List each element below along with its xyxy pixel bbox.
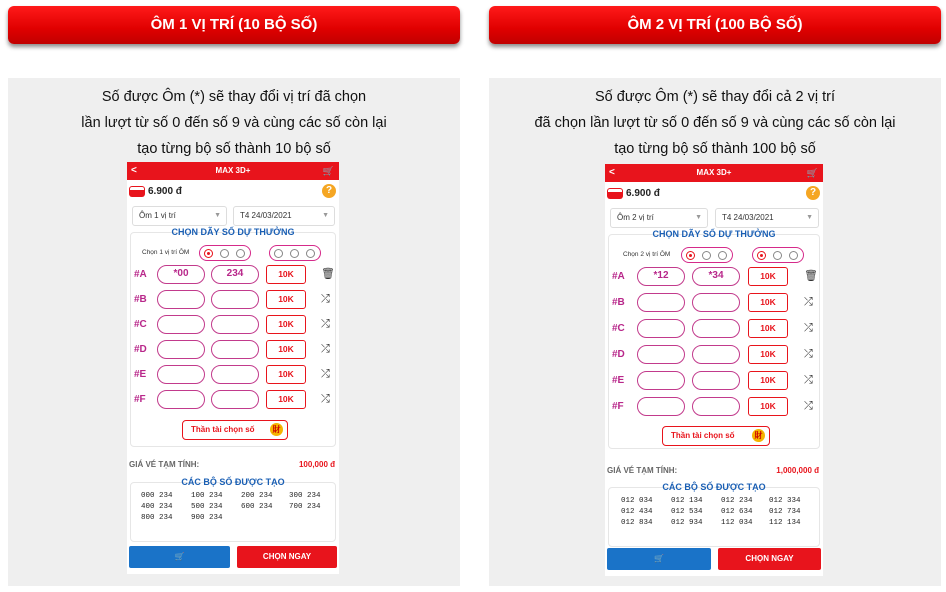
- combo: 012 634: [721, 508, 753, 516]
- description: [489, 84, 941, 162]
- info-panel: [489, 78, 941, 586]
- trash-icon[interactable]: 🗑: [321, 268, 335, 280]
- section-title: CHỌN DÃY SỐ DỰ THƯỞNG: [652, 229, 776, 239]
- number-input-1[interactable]: [637, 293, 685, 312]
- generated-title: CÁC BỘ SỐ ĐƯỢC TẠO: [181, 477, 285, 487]
- shuffle-icon[interactable]: ⤮: [321, 343, 330, 355]
- amount-button[interactable]: 10K: [748, 267, 788, 286]
- cart-icon[interactable]: 🛒: [806, 168, 818, 178]
- row-label: #E: [134, 369, 147, 380]
- than-tai-button[interactable]: [182, 420, 288, 440]
- combo: 000 234: [141, 492, 173, 500]
- number-input-1[interactable]: [157, 290, 205, 309]
- date-value: T4 24/03/2021: [722, 213, 774, 222]
- radio-position[interactable]: [718, 251, 727, 260]
- add-to-cart-button[interactable]: [129, 546, 230, 568]
- mode-value: Ôm 2 vị trí: [617, 213, 654, 222]
- section-title: CHỌN DÃY SỐ DỰ THƯỞNG: [171, 227, 295, 237]
- number-input-1[interactable]: [157, 315, 205, 334]
- desc-line: tạo từng bộ số thành 10 bộ số: [137, 141, 331, 157]
- amount-button[interactable]: 10K: [266, 390, 306, 409]
- number-input-2[interactable]: [692, 345, 740, 364]
- row-label: #C: [134, 319, 147, 330]
- date-select[interactable]: [715, 208, 819, 228]
- combo: 500 234: [191, 503, 223, 511]
- balance-value: 6.900 đ: [626, 188, 660, 199]
- combo: 100 234: [191, 492, 223, 500]
- god-of-wealth-icon: 財: [270, 423, 283, 436]
- number-input-2[interactable]: [211, 315, 259, 334]
- row-label: #A: [134, 269, 147, 280]
- date-select[interactable]: [233, 206, 335, 226]
- combo: 900 234: [191, 514, 223, 522]
- combo: 012 734: [769, 508, 801, 516]
- generated-sets: [608, 482, 820, 547]
- combo: 800 234: [141, 514, 173, 522]
- generated-title: CÁC BỘ SỐ ĐƯỢC TẠO: [662, 482, 766, 492]
- buy-now-button[interactable]: CHỌN NGAY: [237, 546, 337, 568]
- shuffle-icon[interactable]: ⤮: [321, 393, 330, 405]
- ticket-row: [131, 390, 335, 410]
- number-input-2[interactable]: 234: [211, 265, 259, 284]
- than-tai-label: Thần tài chọn số: [671, 431, 735, 440]
- combo: 012 234: [721, 497, 753, 505]
- chevron-down-icon: ▼: [695, 214, 702, 221]
- mode-select[interactable]: [610, 208, 708, 228]
- price-row: [605, 466, 823, 480]
- ticket-row: [131, 340, 335, 360]
- shuffle-icon[interactable]: ⤮: [804, 348, 813, 360]
- amount-button[interactable]: 10K: [266, 315, 306, 334]
- ticket-row: [131, 315, 335, 335]
- add-to-cart-button[interactable]: [607, 548, 711, 570]
- number-input-1[interactable]: [637, 371, 685, 390]
- shuffle-icon[interactable]: ⤮: [321, 368, 330, 380]
- balance: [130, 184, 182, 200]
- amount-button[interactable]: 10K: [748, 319, 788, 338]
- mode-value: Ôm 1 vị trí: [139, 211, 176, 220]
- than-tai-label: Thần tài chọn số: [191, 425, 255, 434]
- position-group-1: [681, 247, 733, 263]
- position-group-2: [269, 245, 321, 261]
- radio-position[interactable]: [306, 249, 315, 258]
- panel-om-1-vi-tri: [8, 0, 460, 592]
- help-icon[interactable]: ?: [806, 186, 820, 200]
- app-title: MAX 3D+: [215, 166, 251, 175]
- mode-select[interactable]: [132, 206, 227, 226]
- price-row: [127, 460, 339, 474]
- cart-icon: 🛒: [654, 554, 664, 563]
- price-value: 1,000,000 đ: [776, 466, 819, 475]
- row-label: #B: [612, 297, 625, 308]
- combo: 112 034: [721, 519, 753, 527]
- number-input-2[interactable]: [692, 293, 740, 312]
- combo: 012 034: [621, 497, 653, 505]
- shuffle-icon[interactable]: ⤮: [321, 318, 330, 330]
- row-label: #D: [612, 349, 625, 360]
- wallet-icon: [130, 187, 144, 196]
- number-input-1[interactable]: [157, 365, 205, 384]
- number-input-2[interactable]: [692, 371, 740, 390]
- app-title-bar: [127, 162, 339, 180]
- amount-button[interactable]: 10K: [748, 371, 788, 390]
- position-group-2: [752, 247, 804, 263]
- wallet-icon: [608, 189, 622, 198]
- balance: [608, 186, 660, 202]
- cart-icon: 🛒: [174, 552, 185, 561]
- shuffle-icon[interactable]: ⤮: [804, 400, 813, 412]
- combo: 700 234: [289, 503, 321, 511]
- number-input-1[interactable]: *12: [637, 267, 685, 286]
- position-label: Chọn 1 vị trí ÔM: [142, 249, 190, 256]
- radio-position[interactable]: [290, 249, 299, 258]
- phone-screenshot: [127, 162, 339, 574]
- banner-om-2: ÔM 2 VỊ TRÍ (100 BỘ SỐ): [489, 6, 941, 44]
- ticket-row: [609, 293, 819, 313]
- amount-button[interactable]: 10K: [748, 293, 788, 312]
- amount-button[interactable]: 10K: [266, 265, 306, 284]
- combo: 012 934: [671, 519, 703, 527]
- row-label: #F: [134, 394, 146, 405]
- desc-line: Số được Ôm (*) sẽ thay đổi vị trí đã chọn: [101, 89, 367, 105]
- number-input-1[interactable]: [637, 397, 685, 416]
- number-input-2[interactable]: [692, 319, 740, 338]
- desc-line: tạo từng bộ số thành 100 bộ số: [614, 141, 816, 157]
- combo: 012 534: [671, 508, 703, 516]
- generated-sets: [130, 477, 336, 542]
- help-icon[interactable]: ?: [322, 184, 336, 198]
- god-of-wealth-icon: 財: [752, 429, 765, 442]
- row-label: #A: [612, 271, 625, 282]
- position-group-1: [199, 245, 251, 261]
- shuffle-icon[interactable]: ⤮: [804, 374, 813, 386]
- price-value: 100,000 đ: [298, 460, 335, 469]
- balance-value: 6.900 đ: [148, 186, 182, 197]
- price-label: GIÁ VÉ TẠM TÍNH:: [129, 460, 200, 469]
- number-input-2[interactable]: [692, 397, 740, 416]
- ticket-row: [131, 265, 335, 285]
- phone-screenshot: [605, 164, 823, 576]
- radio-position[interactable]: [773, 251, 782, 260]
- row-label: #B: [134, 294, 147, 305]
- row-label: #D: [134, 344, 147, 355]
- combo: 012 134: [671, 497, 703, 505]
- price-label: GIÁ VÉ TẠM TÍNH:: [607, 466, 678, 475]
- combo: 012 834: [621, 519, 653, 527]
- radio-position[interactable]: [220, 249, 229, 258]
- number-input-2[interactable]: [211, 365, 259, 384]
- buy-now-button[interactable]: CHỌN NGAY: [718, 548, 821, 570]
- number-input-1[interactable]: [157, 340, 205, 359]
- app-title-bar: [605, 164, 823, 182]
- radio-position[interactable]: [789, 251, 798, 260]
- radio-position[interactable]: [204, 249, 213, 258]
- amount-button[interactable]: 10K: [748, 345, 788, 364]
- chevron-down-icon: ▼: [214, 212, 221, 219]
- combo: 600 234: [241, 503, 273, 511]
- radio-position[interactable]: [274, 249, 283, 258]
- position-label: Chọn 2 vị trí ÔM: [623, 251, 671, 258]
- description: [8, 84, 460, 162]
- app-title: MAX 3D+: [696, 168, 732, 177]
- banner-om-1: ÔM 1 VỊ TRÍ (10 BỘ SỐ): [8, 6, 460, 44]
- number-input-1[interactable]: [637, 319, 685, 338]
- back-icon[interactable]: <: [609, 167, 615, 178]
- amount-button[interactable]: 10K: [266, 365, 306, 384]
- cart-icon[interactable]: 🛒: [322, 166, 334, 176]
- desc-line: Số được Ôm (*) sẽ thay đổi cả 2 vị trí: [594, 89, 835, 105]
- amount-button[interactable]: 10K: [748, 397, 788, 416]
- shuffle-icon[interactable]: ⤮: [804, 322, 813, 334]
- info-panel: [8, 78, 460, 586]
- number-input-2[interactable]: [211, 290, 259, 309]
- row-label: #F: [612, 401, 624, 412]
- number-input-2[interactable]: [211, 390, 259, 409]
- chevron-down-icon: ▼: [322, 212, 329, 219]
- desc-line: đã chọn lần lượt từ số 0 đến số 9 và cùng các số còn lại: [534, 115, 896, 131]
- shuffle-icon[interactable]: ⤮: [804, 296, 813, 308]
- ticket-row: [609, 345, 819, 365]
- trash-icon[interactable]: 🗑: [804, 270, 818, 282]
- desc-line: lần lượt từ số 0 đến số 9 và cùng các số còn lại: [81, 115, 387, 131]
- number-section: [130, 227, 336, 447]
- number-section: [608, 229, 820, 449]
- ticket-row: [131, 290, 335, 310]
- radio-position[interactable]: [686, 251, 695, 260]
- radio-position[interactable]: [702, 251, 711, 260]
- row-label: #E: [612, 375, 625, 386]
- ticket-row: [609, 371, 819, 391]
- amount-button[interactable]: 10K: [266, 290, 306, 309]
- combo: 400 234: [141, 503, 173, 511]
- ticket-row: [131, 365, 335, 385]
- than-tai-button[interactable]: [662, 426, 770, 446]
- date-value: T4 24/03/2021: [240, 211, 292, 220]
- amount-button[interactable]: 10K: [266, 340, 306, 359]
- radio-position[interactable]: [757, 251, 766, 260]
- number-input-2[interactable]: [211, 340, 259, 359]
- back-icon[interactable]: <: [131, 165, 137, 176]
- shuffle-icon[interactable]: ⤮: [321, 293, 330, 305]
- ticket-row: [609, 267, 819, 287]
- chevron-down-icon: ▼: [806, 214, 813, 221]
- number-input-1[interactable]: *00: [157, 265, 205, 284]
- row-label: #C: [612, 323, 625, 334]
- combo: 012 434: [621, 508, 653, 516]
- combo: 200 234: [241, 492, 273, 500]
- combo: 112 134: [769, 519, 801, 527]
- panel-om-2-vi-tri: [489, 0, 941, 592]
- ticket-row: [609, 397, 819, 417]
- number-input-1[interactable]: [157, 390, 205, 409]
- combo: 300 234: [289, 492, 321, 500]
- number-input-1[interactable]: [637, 345, 685, 364]
- radio-position[interactable]: [236, 249, 245, 258]
- number-input-2[interactable]: *34: [692, 267, 740, 286]
- combo: 012 334: [769, 497, 801, 505]
- ticket-row: [609, 319, 819, 339]
